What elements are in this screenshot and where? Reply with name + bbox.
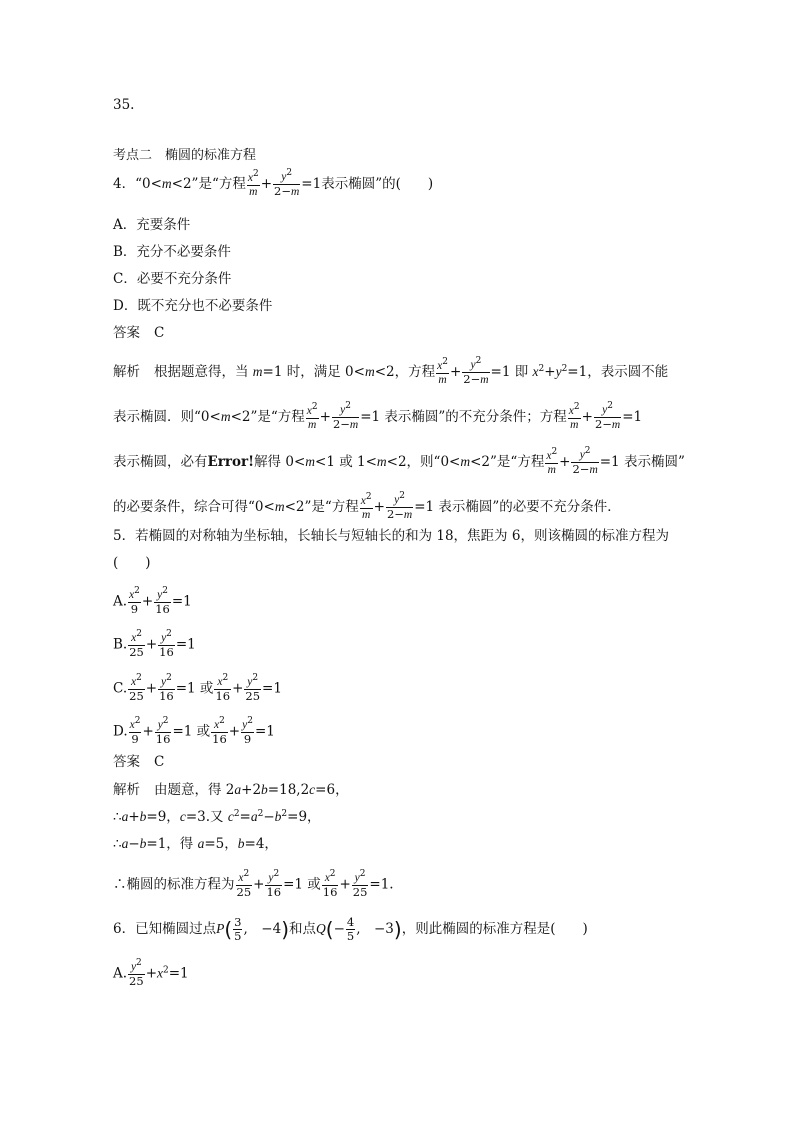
fraction: $\frac{x^2}{16}$ xyxy=(322,869,338,899)
fraction: $\frac{y^2}{2-m}$ xyxy=(274,168,300,198)
q5-analysis-line-3: ∴a−b=1，得 a=5，b=4， xyxy=(113,836,278,852)
fraction: $\frac{y^2}{16}$ xyxy=(155,716,171,746)
fraction: $\frac{y^2}{2-m}$ xyxy=(572,446,598,476)
q4-analysis-line-3: 表示椭圆，必有Error!解得 0<m<1 或 1<m<2，则“0<m<2”是“方程 $\frac{x^2}{m}$ + $\frac{y^2}{2-m}$ =1 表示椭圆” xyxy=(113,446,685,476)
q4-stem: 4．“0<m<2”是“方程 $\frac{x^2}{m}$ + $\frac{y^2}{2-m}$ =1表示椭圆”的( ) xyxy=(113,168,434,198)
q5-answer: 答案 C xyxy=(113,754,165,770)
q6-stem: 6．已知椭圆过点P( $\frac{3}{5}$ , −4)和点Q(− $\frac{4}{5}$ , −3)，则此椭圆的标准方程是( ) xyxy=(113,915,588,943)
q4-option-b: B．充分不必要条件 xyxy=(113,244,231,260)
fraction: $\frac{x^2}{m}$ xyxy=(546,446,558,476)
fraction: $\frac{y^2}{2-m}$ xyxy=(386,491,413,521)
q5-analysis-line-4: ∴椭圆的标准方程为 $\frac{x^2}{25}$ + $\frac{y^2}{16}$ =1 或 $\frac{x^2}{16}$ + $\frac{y^2}{25}$ =1. xyxy=(113,869,394,899)
q5-analysis-line-2: ∴a+b=9，c=3.又 $c^2=a^2-b^2=9$， xyxy=(113,809,321,825)
q4-analysis-line-2: 表示椭圆．则“0<m<2”是“方程 $\frac{x^2}{m}$ + $\frac{y^2}{2-m}$ =1 表示椭圆”的不充分条件；方程 $\frac{x^2}{m}$ + $\frac{y^2}{2-m}$ =1 xyxy=(113,401,643,431)
fraction: $\frac{y^2}{25}$ xyxy=(129,958,144,988)
q5-option-d: D. $\frac{x^2}{9}$ + $\frac{y^2}{16}$ =1 或 $\frac{x^2}{16}$ + $\frac{y^2}{9}$ =1 xyxy=(113,716,275,746)
fraction: $\frac{x^2}{m}$ xyxy=(247,168,259,198)
q4-analysis-line-4: 的必要条件，综合可得“0<m<2”是“方程 $\frac{x^2}{m}$ + $\frac{y^2}{2-m}$ =1 表示椭圆”的必要不充分条件． xyxy=(113,491,621,521)
fraction: $\frac{x^2}{m}$ xyxy=(568,401,580,431)
section-title: 考点二 椭圆的标准方程 xyxy=(113,148,257,163)
fraction: $\frac{4}{5}$ xyxy=(346,915,355,943)
fraction: $\frac{x^2}{m}$ xyxy=(437,356,448,386)
fraction: $\frac{3}{5}$ xyxy=(234,915,242,943)
fraction: $\frac{y^2}{2-m}$ xyxy=(594,401,621,431)
fraction: $\frac{x^2}{16}$ xyxy=(215,673,231,703)
fraction: $\frac{y^2}{25}$ xyxy=(245,673,261,703)
q5-option-a: A. $\frac{x^2}{9}$ + $\frac{y^2}{16}$ =1 xyxy=(113,586,192,616)
fraction: $\frac{y^2}{9}$ xyxy=(242,716,253,746)
q4-option-c: C．必要不充分条件 xyxy=(113,271,232,287)
fraction: $\frac{x^2}{25}$ xyxy=(129,629,144,659)
q6-option-a: A. $\frac{y^2}{25}$ $+x^2=1$ xyxy=(113,958,189,988)
fraction: $\frac{y^2}{16}$ xyxy=(159,673,174,703)
fraction: $\frac{x^2}{m}$ xyxy=(360,491,372,521)
fraction: $\frac{x^2}{m}$ xyxy=(306,401,318,431)
q4-answer: 答案 C xyxy=(113,325,165,341)
fraction: $\frac{y^2}{2-m}$ xyxy=(332,401,359,431)
q5-paren: ( ) xyxy=(113,555,151,571)
page-number: 35. xyxy=(113,97,135,113)
fraction: $\frac{y^2}{25}$ xyxy=(352,869,368,899)
fraction: $\frac{x^2}{25}$ xyxy=(236,869,252,899)
fraction: $\frac{y^2}{16}$ xyxy=(159,629,174,659)
q5-stem: 5．若椭圆的对称轴为坐标轴，长轴长与短轴长的和为 18，焦距为 6，则该椭圆的标准方程为 xyxy=(113,528,669,544)
fraction: $\frac{x^2}{25}$ xyxy=(129,673,144,703)
fraction: $\frac{x^2}{9}$ xyxy=(129,716,141,746)
fraction: $\frac{y^2}{2-m}$ xyxy=(463,356,489,386)
q5-option-b: B. $\frac{x^2}{25}$ + $\frac{y^2}{16}$ =1 xyxy=(113,629,196,659)
fraction: $\frac{y^2}{16}$ xyxy=(155,586,170,616)
q5-option-c: C. $\frac{x^2}{25}$ + $\frac{y^2}{16}$ =1 或 $\frac{x^2}{16}$ + $\frac{y^2}{25}$ =1 xyxy=(113,673,282,703)
fraction: $\frac{x^2}{16}$ xyxy=(212,716,227,746)
fraction: $\frac{x^2}{9}$ xyxy=(129,586,140,616)
q5-analysis-line-1: 解析 由题意，得 2a+2b=18,2c=6， xyxy=(113,782,349,798)
q4-analysis-line-1: 解析 根据题意得，当 m=1 时，满足 0<m<2，方程 $\frac{x^2}{m}$ + $\frac{y^2}{2-m}$ =1 即 $x^2+y^2=1$，表示圆不能 xyxy=(113,356,669,386)
q4-option-d: D．既不充分也不必要条件 xyxy=(113,298,273,314)
q4-option-a: A．充要条件 xyxy=(113,217,191,233)
fraction: $\frac{y^2}{16}$ xyxy=(266,869,282,899)
